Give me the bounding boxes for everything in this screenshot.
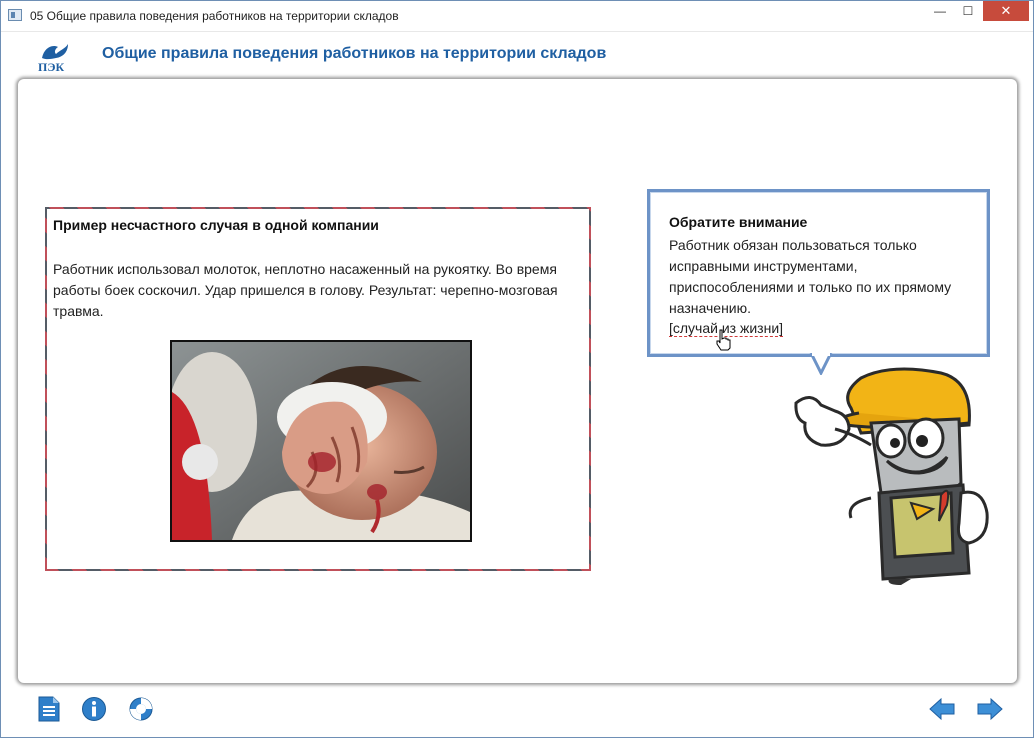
document-icon[interactable] <box>36 695 62 723</box>
hand-cursor-icon <box>714 329 732 351</box>
arrow-left-icon[interactable] <box>929 697 955 721</box>
case-title: Пример несчастного случая в одной компании <box>53 217 379 233</box>
worker-mascot <box>791 353 1001 585</box>
title-bar[interactable] <box>1 1 1033 32</box>
lifebuoy-icon[interactable] <box>128 695 154 723</box>
maximize-button[interactable]: ☐ <box>962 4 974 18</box>
pek-logo <box>34 38 74 74</box>
callout-text: Работник обязан пользоваться только исправными инструментами, приспособлениями и только по их прямому назначению. <box>669 237 952 316</box>
injured-worker-photo <box>170 340 472 542</box>
close-button[interactable]: ✕ <box>983 1 1029 21</box>
arrow-right-icon[interactable] <box>977 697 1003 721</box>
svg-text:ПЭК: ПЭК <box>38 60 65 74</box>
minimize-button[interactable]: — <box>934 4 946 18</box>
window-title: 05 Общие правила поведения работников на территории складов <box>30 9 399 23</box>
app-icon <box>8 9 22 21</box>
real-life-case-link[interactable]: [случай из жизни] <box>669 320 784 336</box>
case-text: Работник использовал молоток, неплотно насаженный на рукоятку. Во время работы боек соскочил. Удар пришелся в голову. Результат: черепно-мозговая травма. <box>53 261 558 319</box>
course-header <box>2 32 1032 78</box>
callout-title: Обратите внимание <box>669 214 808 230</box>
course-title: Общие правила поведения работников на территории складов <box>102 45 607 62</box>
case-panel <box>45 207 591 571</box>
attention-callout <box>647 189 990 357</box>
info-icon[interactable] <box>81 695 107 723</box>
